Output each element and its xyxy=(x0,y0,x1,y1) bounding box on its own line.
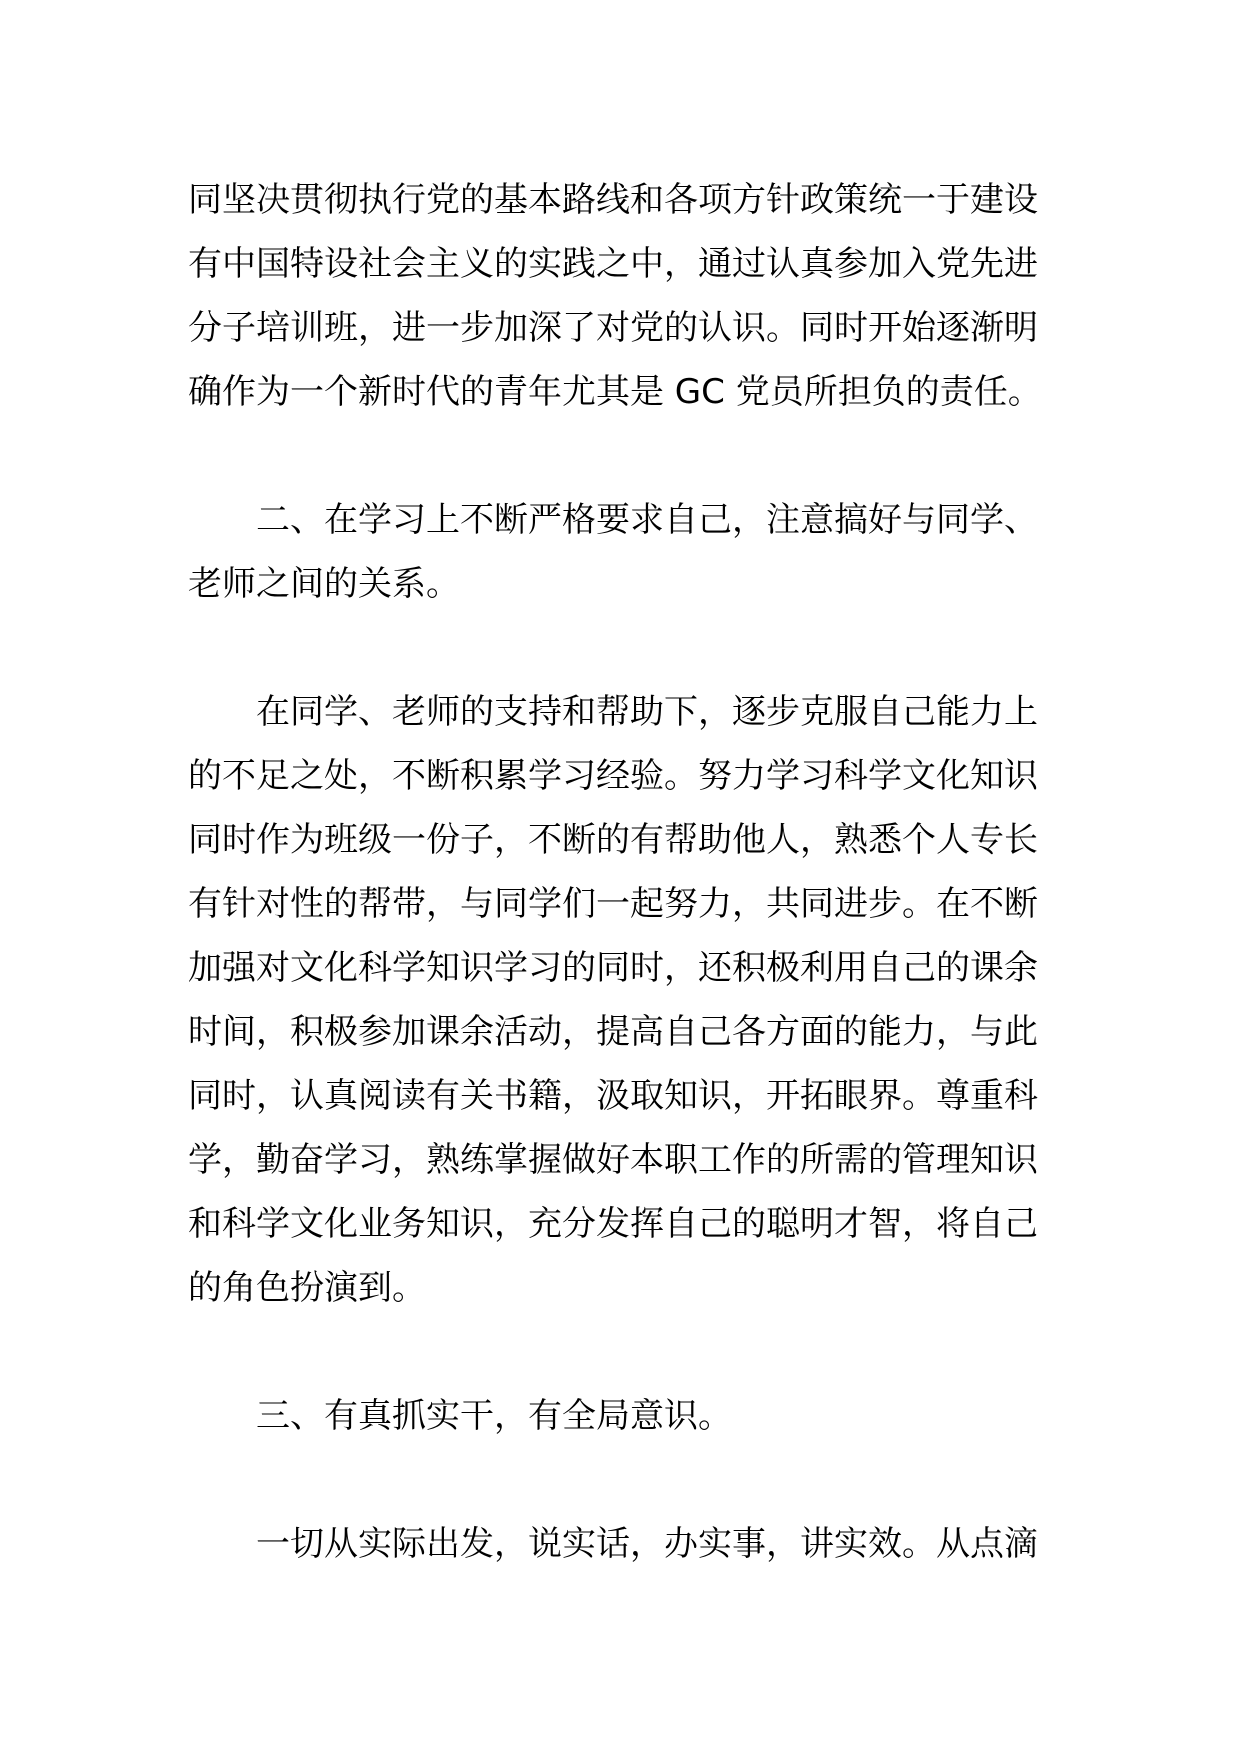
text-line: 加强对文化科学知识学习的同时，还积极利用自己的课余 xyxy=(188,948,1038,988)
text-line: 在同学、老师的支持和帮助下，逐步克服自己能力上 xyxy=(256,692,1038,732)
text-line: 一切从实际出发，说实话，办实事，讲实效。从点滴 xyxy=(256,1524,1038,1564)
text-line: 有针对性的帮带，与同学们一起努力，共同进步。在不断 xyxy=(188,884,1038,924)
text-line: 同时作为班级一份子，不断的有帮助他人，熟悉个人专长 xyxy=(188,820,1038,860)
text-line: 同坚决贯彻执行党的基本路线和各项方针政策统一于建设 xyxy=(188,180,1038,220)
text-line: 的不足之处，不断积累学习经验。努力学习科学文化知识 xyxy=(188,756,1038,796)
text-line: 确作为一个新时代的青年尤其是 GC 党员所担负的责任。 xyxy=(188,372,1042,412)
section-heading-continuation: 老师之间的关系。 xyxy=(188,564,460,604)
text-line: 分子培训班，进一步加深了对党的认识。同时开始逐渐明 xyxy=(188,308,1038,348)
section-heading: 二、在学习上不断严格要求自己，注意搞好与同学、 xyxy=(256,500,1038,540)
text-line: 同时，认真阅读有关书籍，汲取知识，开拓眼界。尊重科 xyxy=(188,1076,1038,1116)
text-line: 有中国特设社会主义的实践之中，通过认真参加入党先进 xyxy=(188,244,1038,284)
text-line: 时间，积极参加课余活动，提高自己各方面的能力，与此 xyxy=(188,1012,1038,1052)
text-line: 学，勤奋学习，熟练掌握做好本职工作的所需的管理知识 xyxy=(188,1140,1038,1180)
section-heading: 三、有真抓实干，有全局意识。 xyxy=(256,1396,732,1436)
text-line: 的角色扮演到。 xyxy=(188,1268,426,1308)
text-line: 和科学文化业务知识，充分发挥自己的聪明才智，将自己 xyxy=(188,1204,1038,1244)
